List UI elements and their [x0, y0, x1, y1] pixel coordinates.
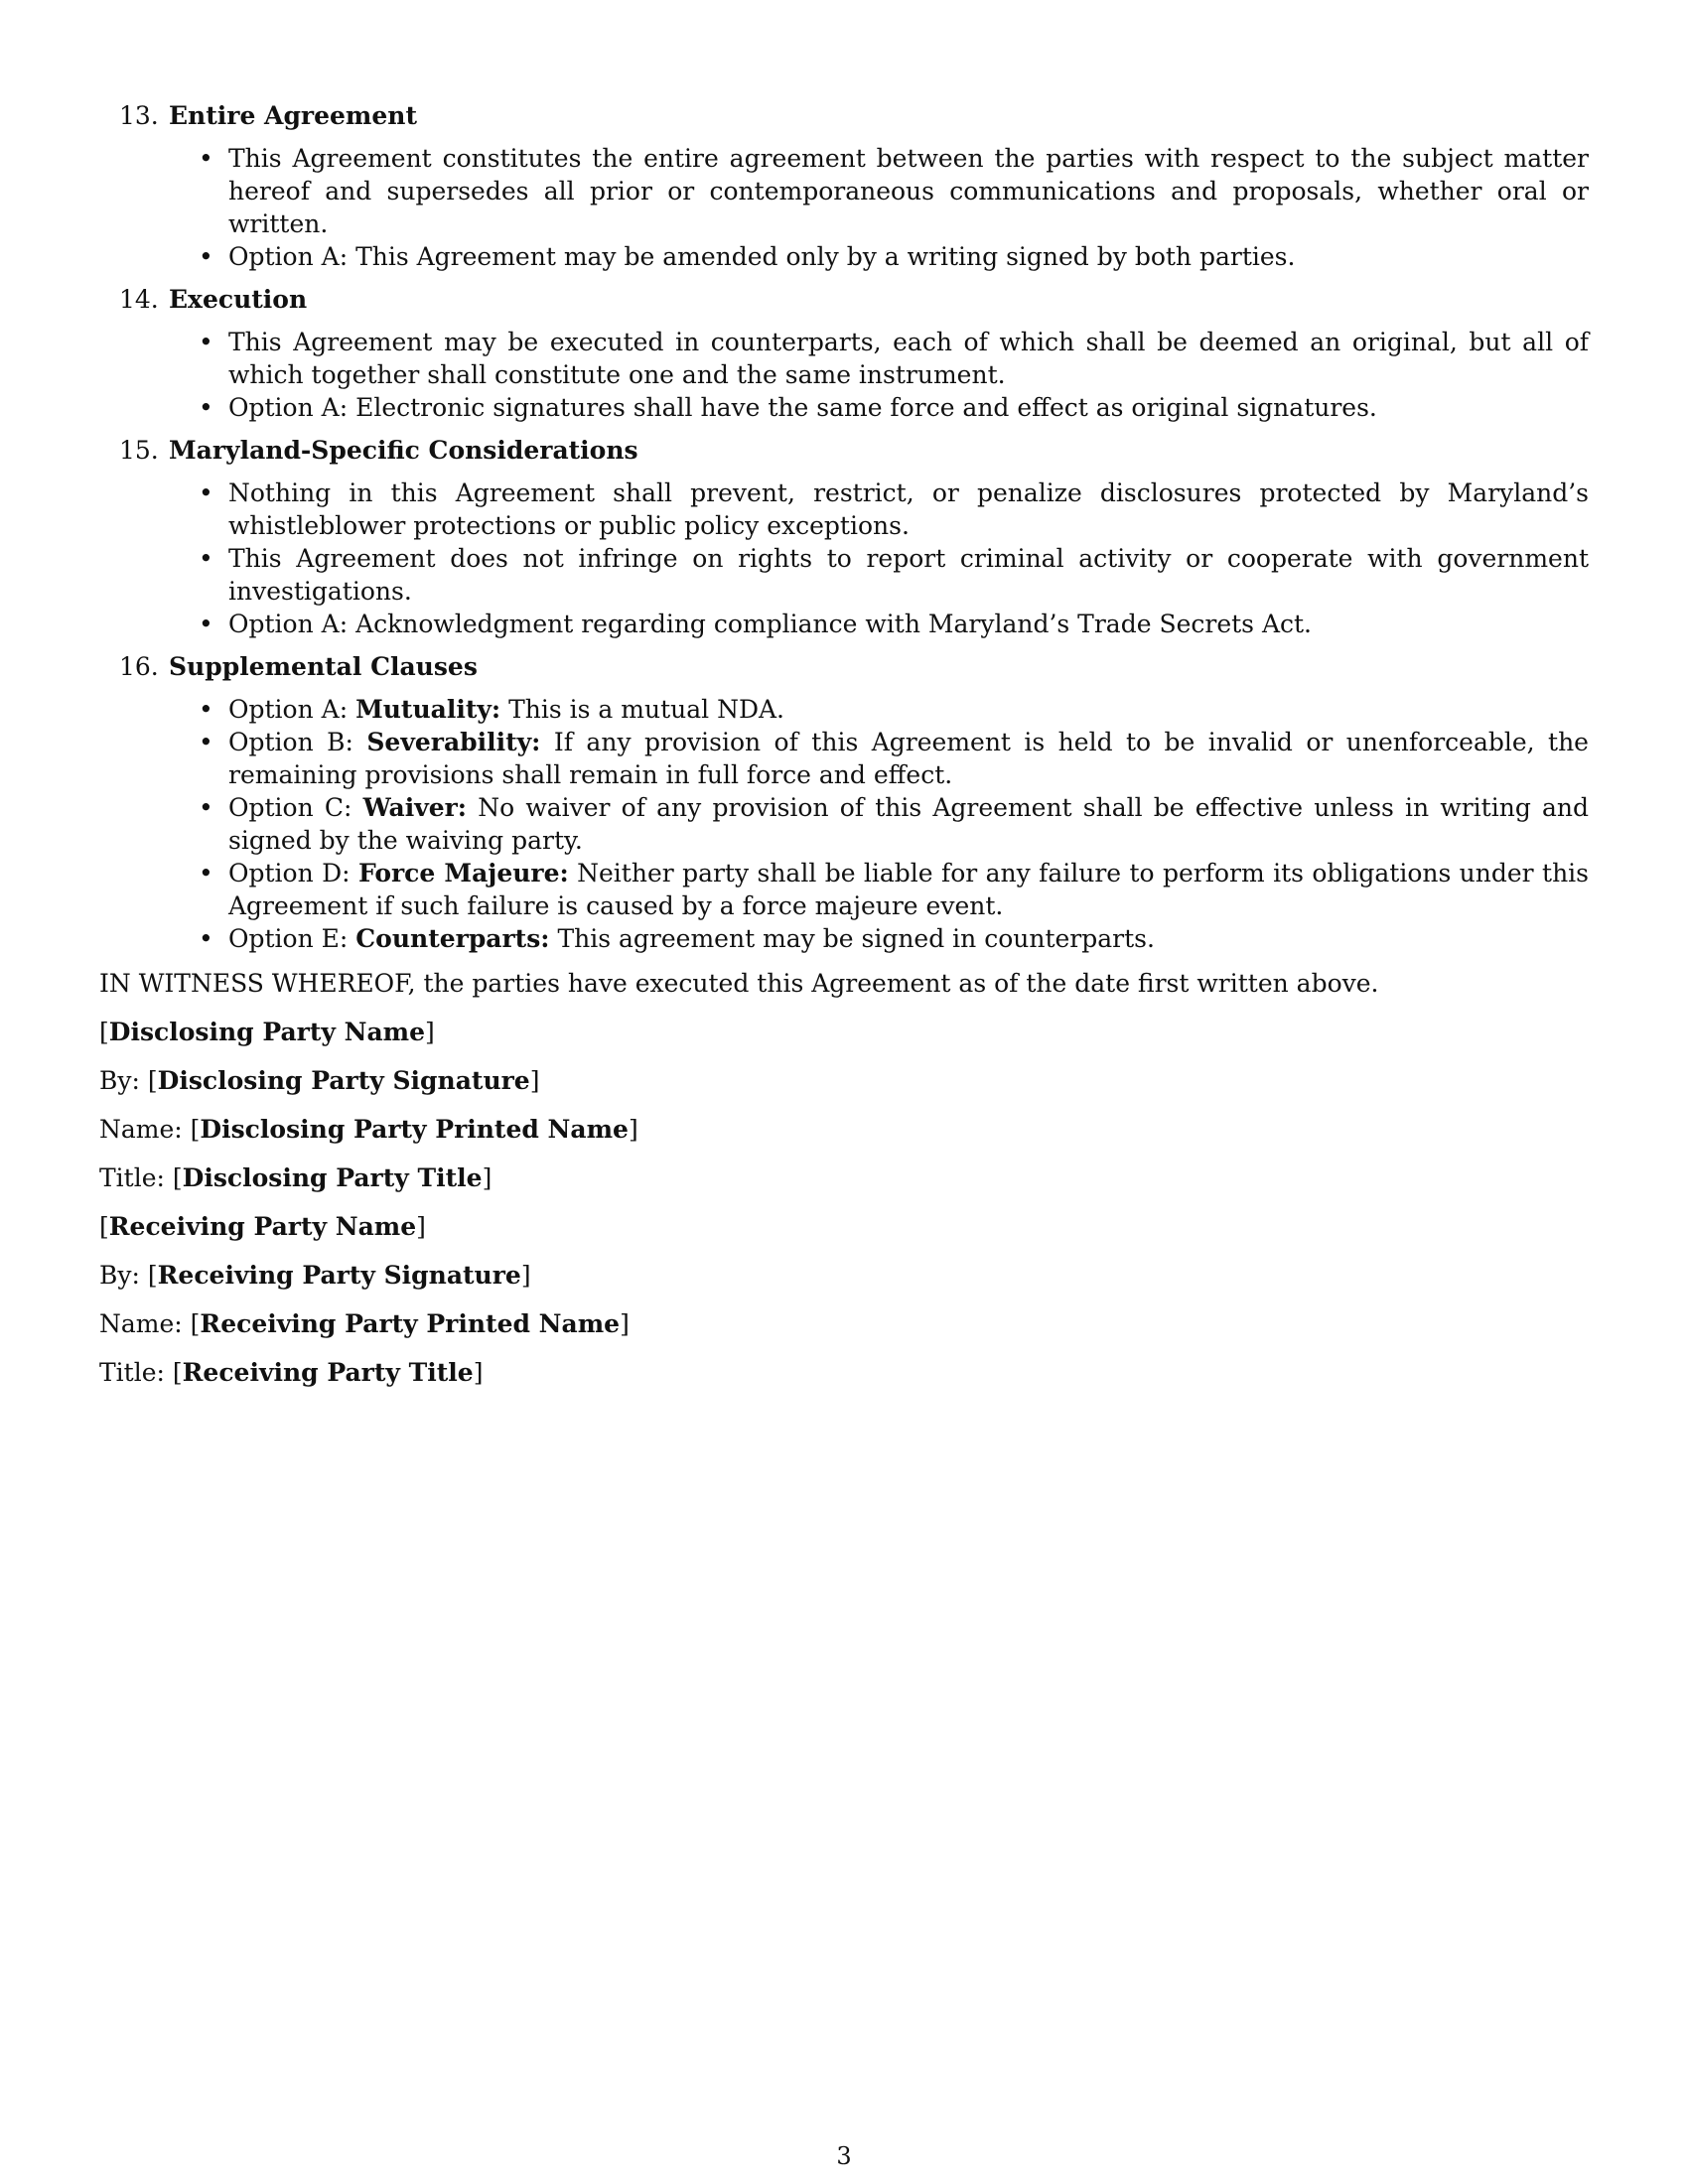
clause-list [169, 693, 1589, 955]
clause-text: This Agreement does not infringe on rights to report criminal activity or cooperate with government investigations. [228, 544, 1589, 606]
clause-item [228, 726, 1589, 791]
signature-line: [Receiving Party Name] [99, 1212, 426, 1241]
clause-term: Counterparts: [355, 924, 550, 953]
signature-label: By: [99, 1261, 148, 1290]
option-label: Option B: [228, 728, 367, 756]
clause-item [228, 240, 1589, 273]
section-title: Maryland-Specific Considerations [169, 436, 638, 465]
signature-block [99, 1016, 1589, 1389]
signature-line: Name: [Disclosing Party Printed Name] [99, 1115, 638, 1144]
signature-label: Title: [99, 1163, 173, 1192]
section-title: Supplemental Clauses [169, 652, 478, 681]
clause-item [228, 857, 1589, 922]
option-label: Option A: [228, 610, 356, 638]
clause-list [169, 477, 1589, 640]
section-item [119, 650, 1590, 955]
section-number: 16. [119, 652, 159, 681]
signature-label: By: [99, 1066, 148, 1095]
signature-line: By: [Receiving Party Signature] [99, 1261, 531, 1290]
clause-text: Neither party shall be liable for any failure to perform its obligations under this Agreement if such failure is caused by a force majeure event. [228, 859, 1589, 920]
clause-text: Electronic signatures shall have the same force and effect as original signatures. [355, 393, 1377, 422]
clause-item [228, 477, 1589, 542]
section-item [119, 283, 1589, 424]
section-item [119, 434, 1589, 640]
clause-item [228, 142, 1589, 240]
option-label: Option C: [228, 793, 363, 822]
signature-placeholder: Receiving Party Name [108, 1212, 417, 1241]
option-label: Option A: [228, 695, 356, 724]
document-page [99, 99, 1589, 1405]
signature-label: Name: [99, 1309, 191, 1338]
signature-line: Title: [Receiving Party Title] [99, 1358, 484, 1387]
clause-text: Acknowledgment regarding compliance with Maryland’s Trade Secrets Act. [355, 610, 1312, 638]
signature-placeholder: Receiving Party Printed Name [200, 1309, 621, 1338]
signature-placeholder: Disclosing Party Printed Name [200, 1115, 629, 1144]
section-number: 13. [119, 101, 159, 130]
signature-line: By: [Disclosing Party Signature] [99, 1066, 540, 1095]
clause-text: This agreement may be signed in counterparts. [549, 924, 1155, 953]
clause-text: This Agreement may be amended only by a writing signed by both parties. [355, 242, 1296, 271]
clause-text: This is a mutual NDA. [500, 695, 784, 724]
page-number: 3 [836, 2142, 852, 2170]
section-item [119, 99, 1589, 273]
signature-placeholder: Disclosing Party Signature [157, 1066, 530, 1095]
section-number: 14. [119, 285, 159, 314]
section-number: 15. [119, 436, 159, 465]
section-title: Execution [169, 285, 308, 314]
signature-label: Name: [99, 1115, 191, 1144]
clause-item [228, 922, 1589, 955]
signature-placeholder: Receiving Party Title [182, 1358, 474, 1387]
signature-placeholder: Receiving Party Signature [157, 1261, 521, 1290]
option-label: Option A: [228, 242, 356, 271]
clause-item [228, 608, 1589, 640]
section-list [99, 99, 1589, 955]
clause-term: Force Majeure: [357, 859, 569, 887]
clause-list [169, 142, 1589, 273]
clause-item [228, 542, 1589, 608]
signature-placeholder: Disclosing Party Name [108, 1018, 426, 1046]
clause-term: Waiver: [362, 793, 468, 822]
witness-clause: IN WITNESS WHEREOF, the parties have executed this Agreement as of the date first written above. [99, 969, 1379, 998]
clause-text: If any provision of this Agreement is held to be invalid or unenforceable, the remaining provisions shall remain in full force and effect. [228, 728, 1589, 789]
clause-term: Mutuality: [355, 695, 501, 724]
signature-line: Name: [Receiving Party Printed Name] [99, 1309, 630, 1338]
clause-item [228, 693, 1589, 726]
clause-text: Nothing in this Agreement shall prevent, restrict, or penalize disclosures protected by Maryland’s whistleblower protections or public policy exceptions. [228, 478, 1589, 540]
option-label: Option A: [228, 393, 356, 422]
section-title: Entire Agreement [169, 101, 417, 130]
signature-line: [Disclosing Party Name] [99, 1018, 435, 1046]
clause-term: Severability: [366, 728, 541, 756]
signature-placeholder: Disclosing Party Title [182, 1163, 483, 1192]
clause-text: No waiver of any provision of this Agreement shall be effective unless in writing and signed by the waiving party. [228, 793, 1590, 855]
option-label: Option D: [228, 859, 358, 887]
clause-text: This Agreement constitutes the entire agreement between the parties with respect to the subject matter hereof and supersedes all prior or contemporaneous communications and proposals, whether oral or written. [228, 144, 1589, 238]
clause-text: This Agreement may be executed in counterparts, each of which shall be deemed an original, but all of which together shall constitute one and the same instrument. [228, 328, 1589, 389]
clause-list [169, 326, 1589, 424]
clause-item [228, 326, 1589, 391]
clause-item [228, 391, 1589, 424]
clause-item [228, 791, 1589, 857]
signature-line: Title: [Disclosing Party Title] [99, 1163, 492, 1192]
option-label: Option E: [228, 924, 356, 953]
signature-label: Title: [99, 1358, 173, 1387]
